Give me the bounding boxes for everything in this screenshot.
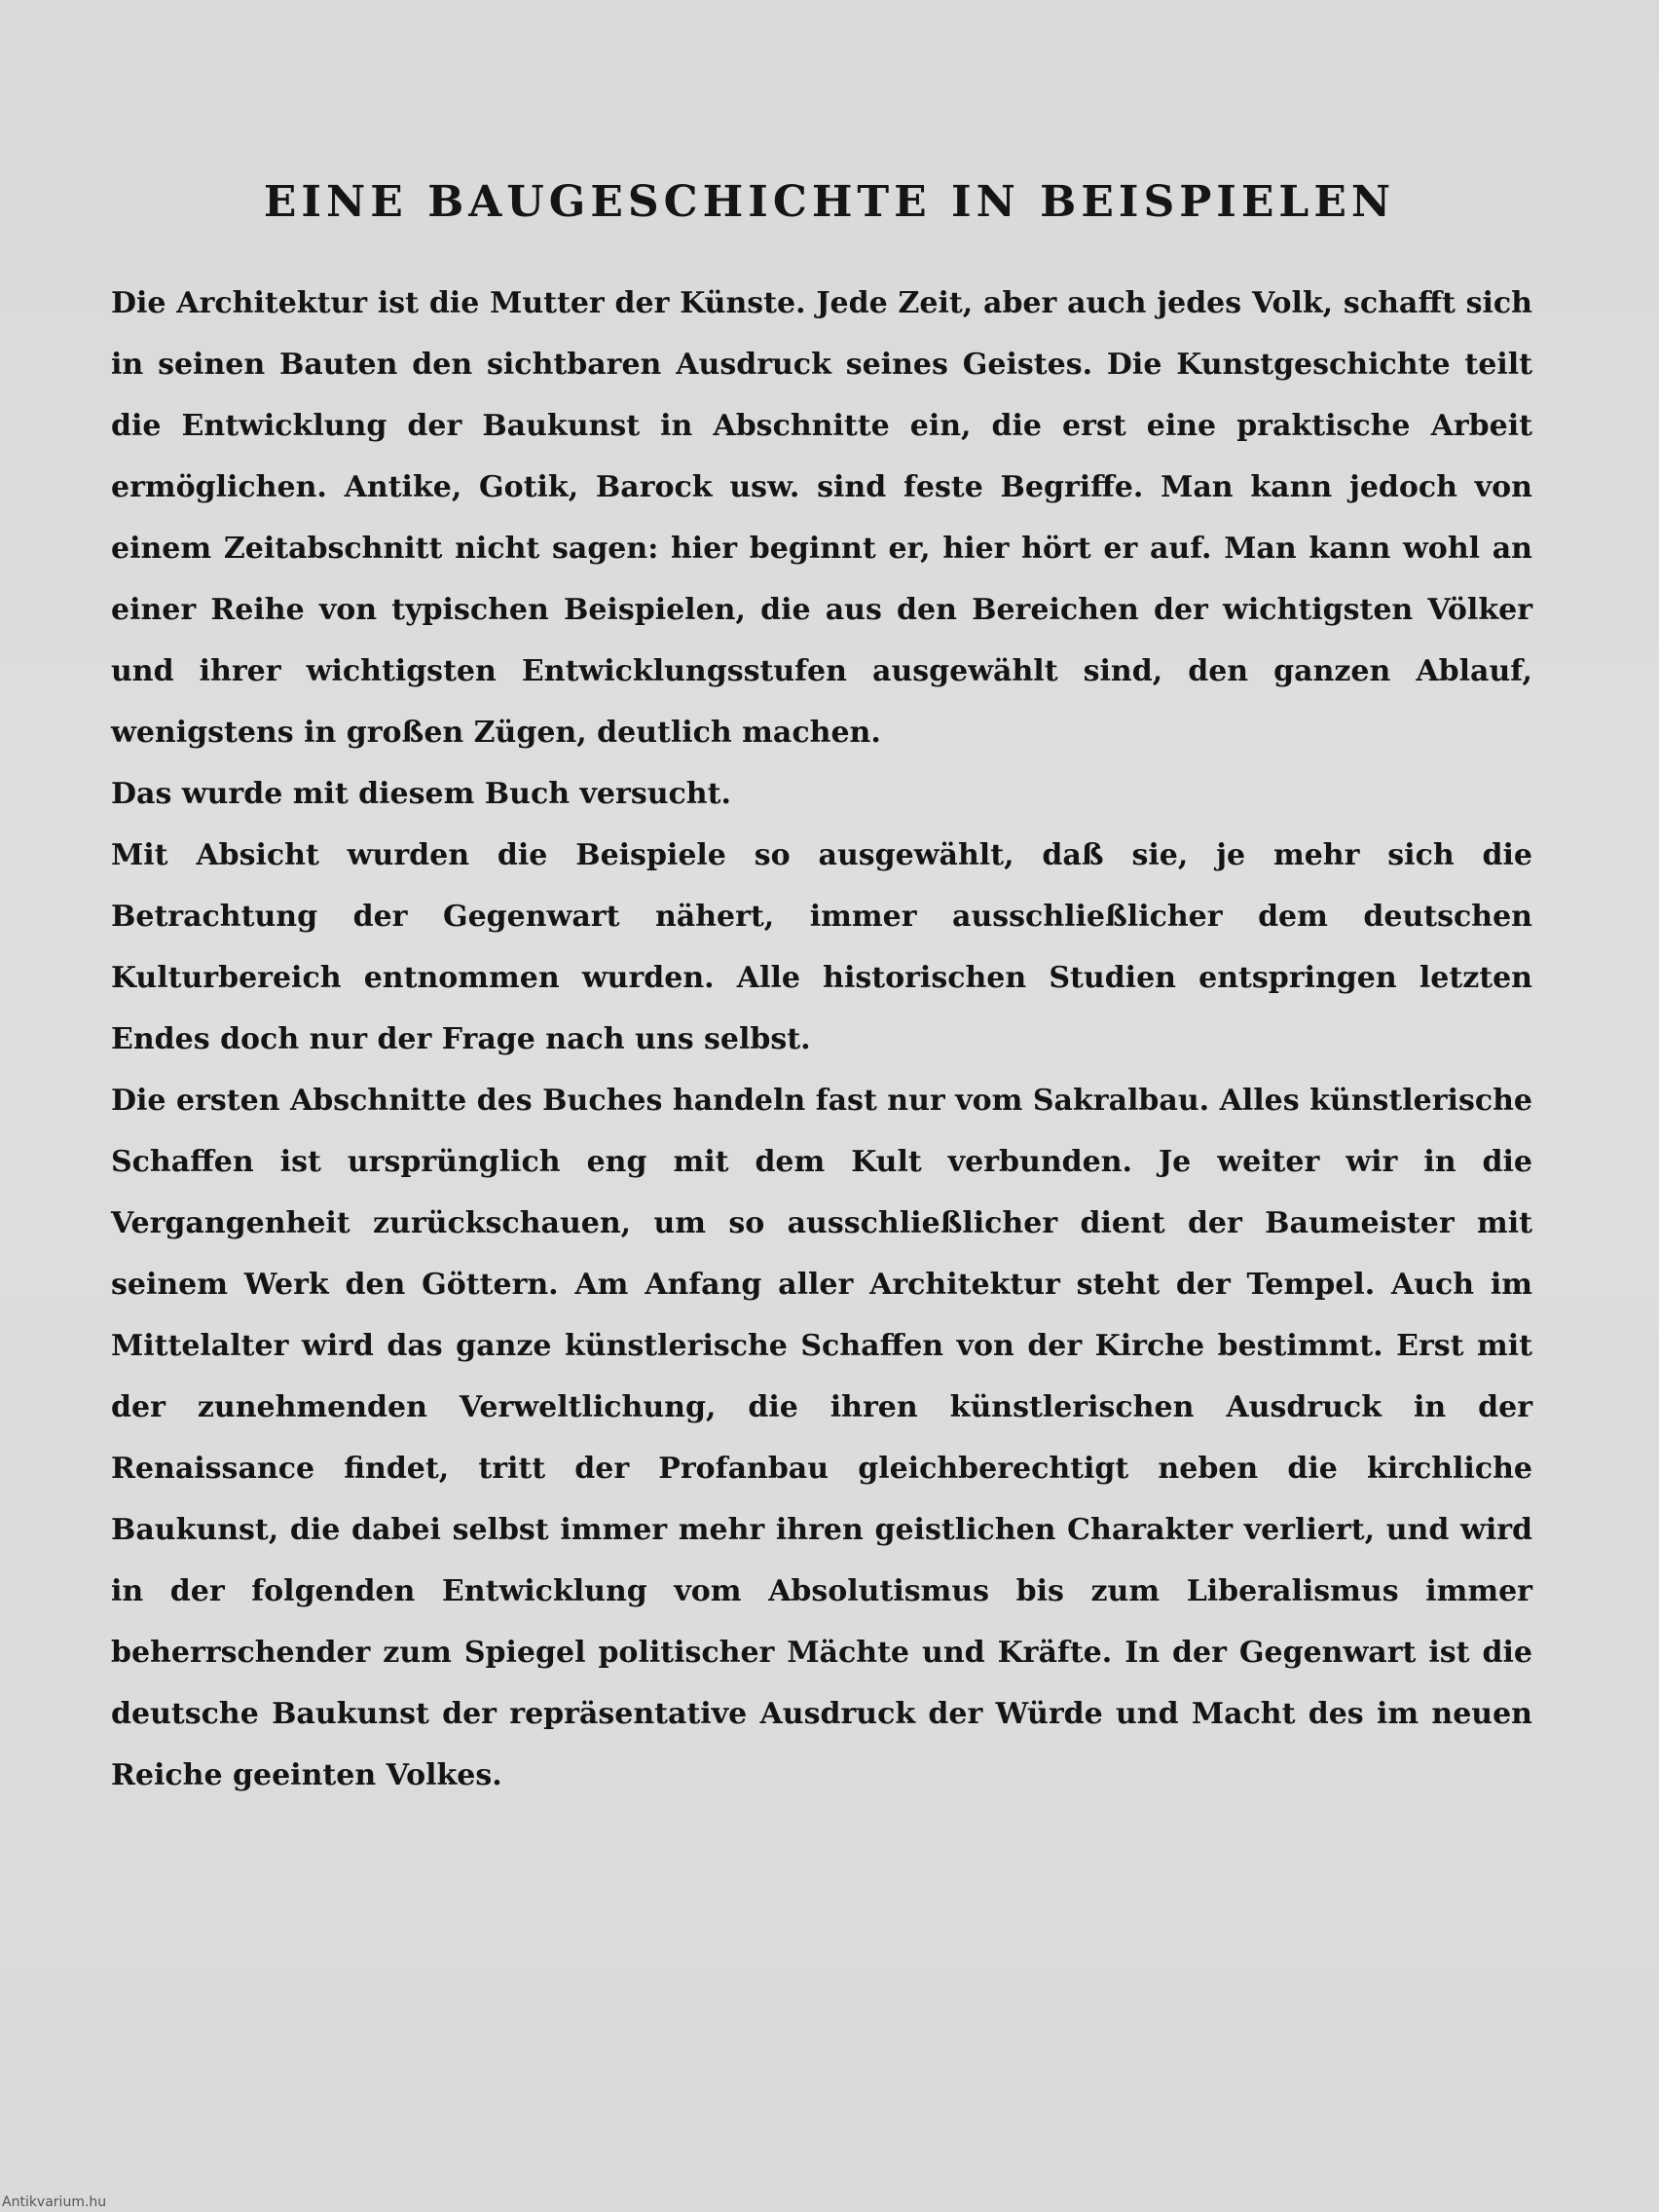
paragraph: Mit Absicht wurden die Beispiele so ausgewählt, daß sie, je mehr sich die Betrachtung der Gegenwart nähert, immer ausschließlicher dem deutschen Kulturbereich entnommen wurden. Alle historischen Studien entspringen letzten Endes doch nur der Frage nach uns selbst.: [111, 838, 1532, 1056]
page-title: EINE BAUGESCHICHTE IN BEISPIELEN: [263, 177, 1396, 227]
paragraph: Das wurde mit diesem Buch versucht.: [111, 777, 731, 811]
paragraph: Die ersten Abschnitte des Buches handeln fast nur vom Sakralbau. Alles künstlerische Schaffen ist ursprünglich eng mit dem Kult verbunden. Je weiter wir in die Vergangenheit zurückschauen, um so ausschließlicher dient der Baumeister mit seinem Werk den Göttern. Am Anfang aller Architektur steht der Tempel. Auch im Mittelalter wird das ganze künstlerische Schaffen von der Kirche bestimmt. Erst mit der zunehmenden Verweltlichung, die ihren künstlerischen Ausdruck in der Renaissance findet, tritt der Profanbau gleichberechtigt neben die kirchliche Baukunst, die dabei selbst immer mehr ihren geistlichen Charakter verliert, und wird in der folgenden Entwicklung vom Absolutismus bis zum Liberalismus immer beherrschender zum Spiegel politischer Mächte und Kräfte. In der Gegenwart ist die deutsche Baukunst der repräsentative Ausdruck der Würde und Macht des im neuen Reiche geeinten Volkes.: [111, 1084, 1532, 1792]
body-text: [111, 273, 1532, 1806]
watermark: Antikvarium.hu: [2, 2194, 107, 2210]
paragraph: Die Architektur ist die Mutter der Künste. Jede Zeit, aber auch jedes Volk, schafft sich in seinen Bauten den sichtbaren Ausdruck seines Geistes. Die Kunstgeschichte teilt die Entwicklung der Baukunst in Abschnitte ein, die erst eine praktische Arbeit ermöglichen. Antike, Gotik, Barock usw. sind feste Begriffe. Man kann jedoch von einem Zeitabschnitt nicht sagen: hier beginnt er, hier hört er auf. Man kann wohl an einer Reihe von typischen Beispielen, die aus den Bereichen der wichtigsten Völker und ihrer wichtigsten Entwicklungsstufen ausgewählt sind, den ganzen Ablauf, wenigstens in großen Zügen, deutlich machen.: [111, 286, 1532, 750]
